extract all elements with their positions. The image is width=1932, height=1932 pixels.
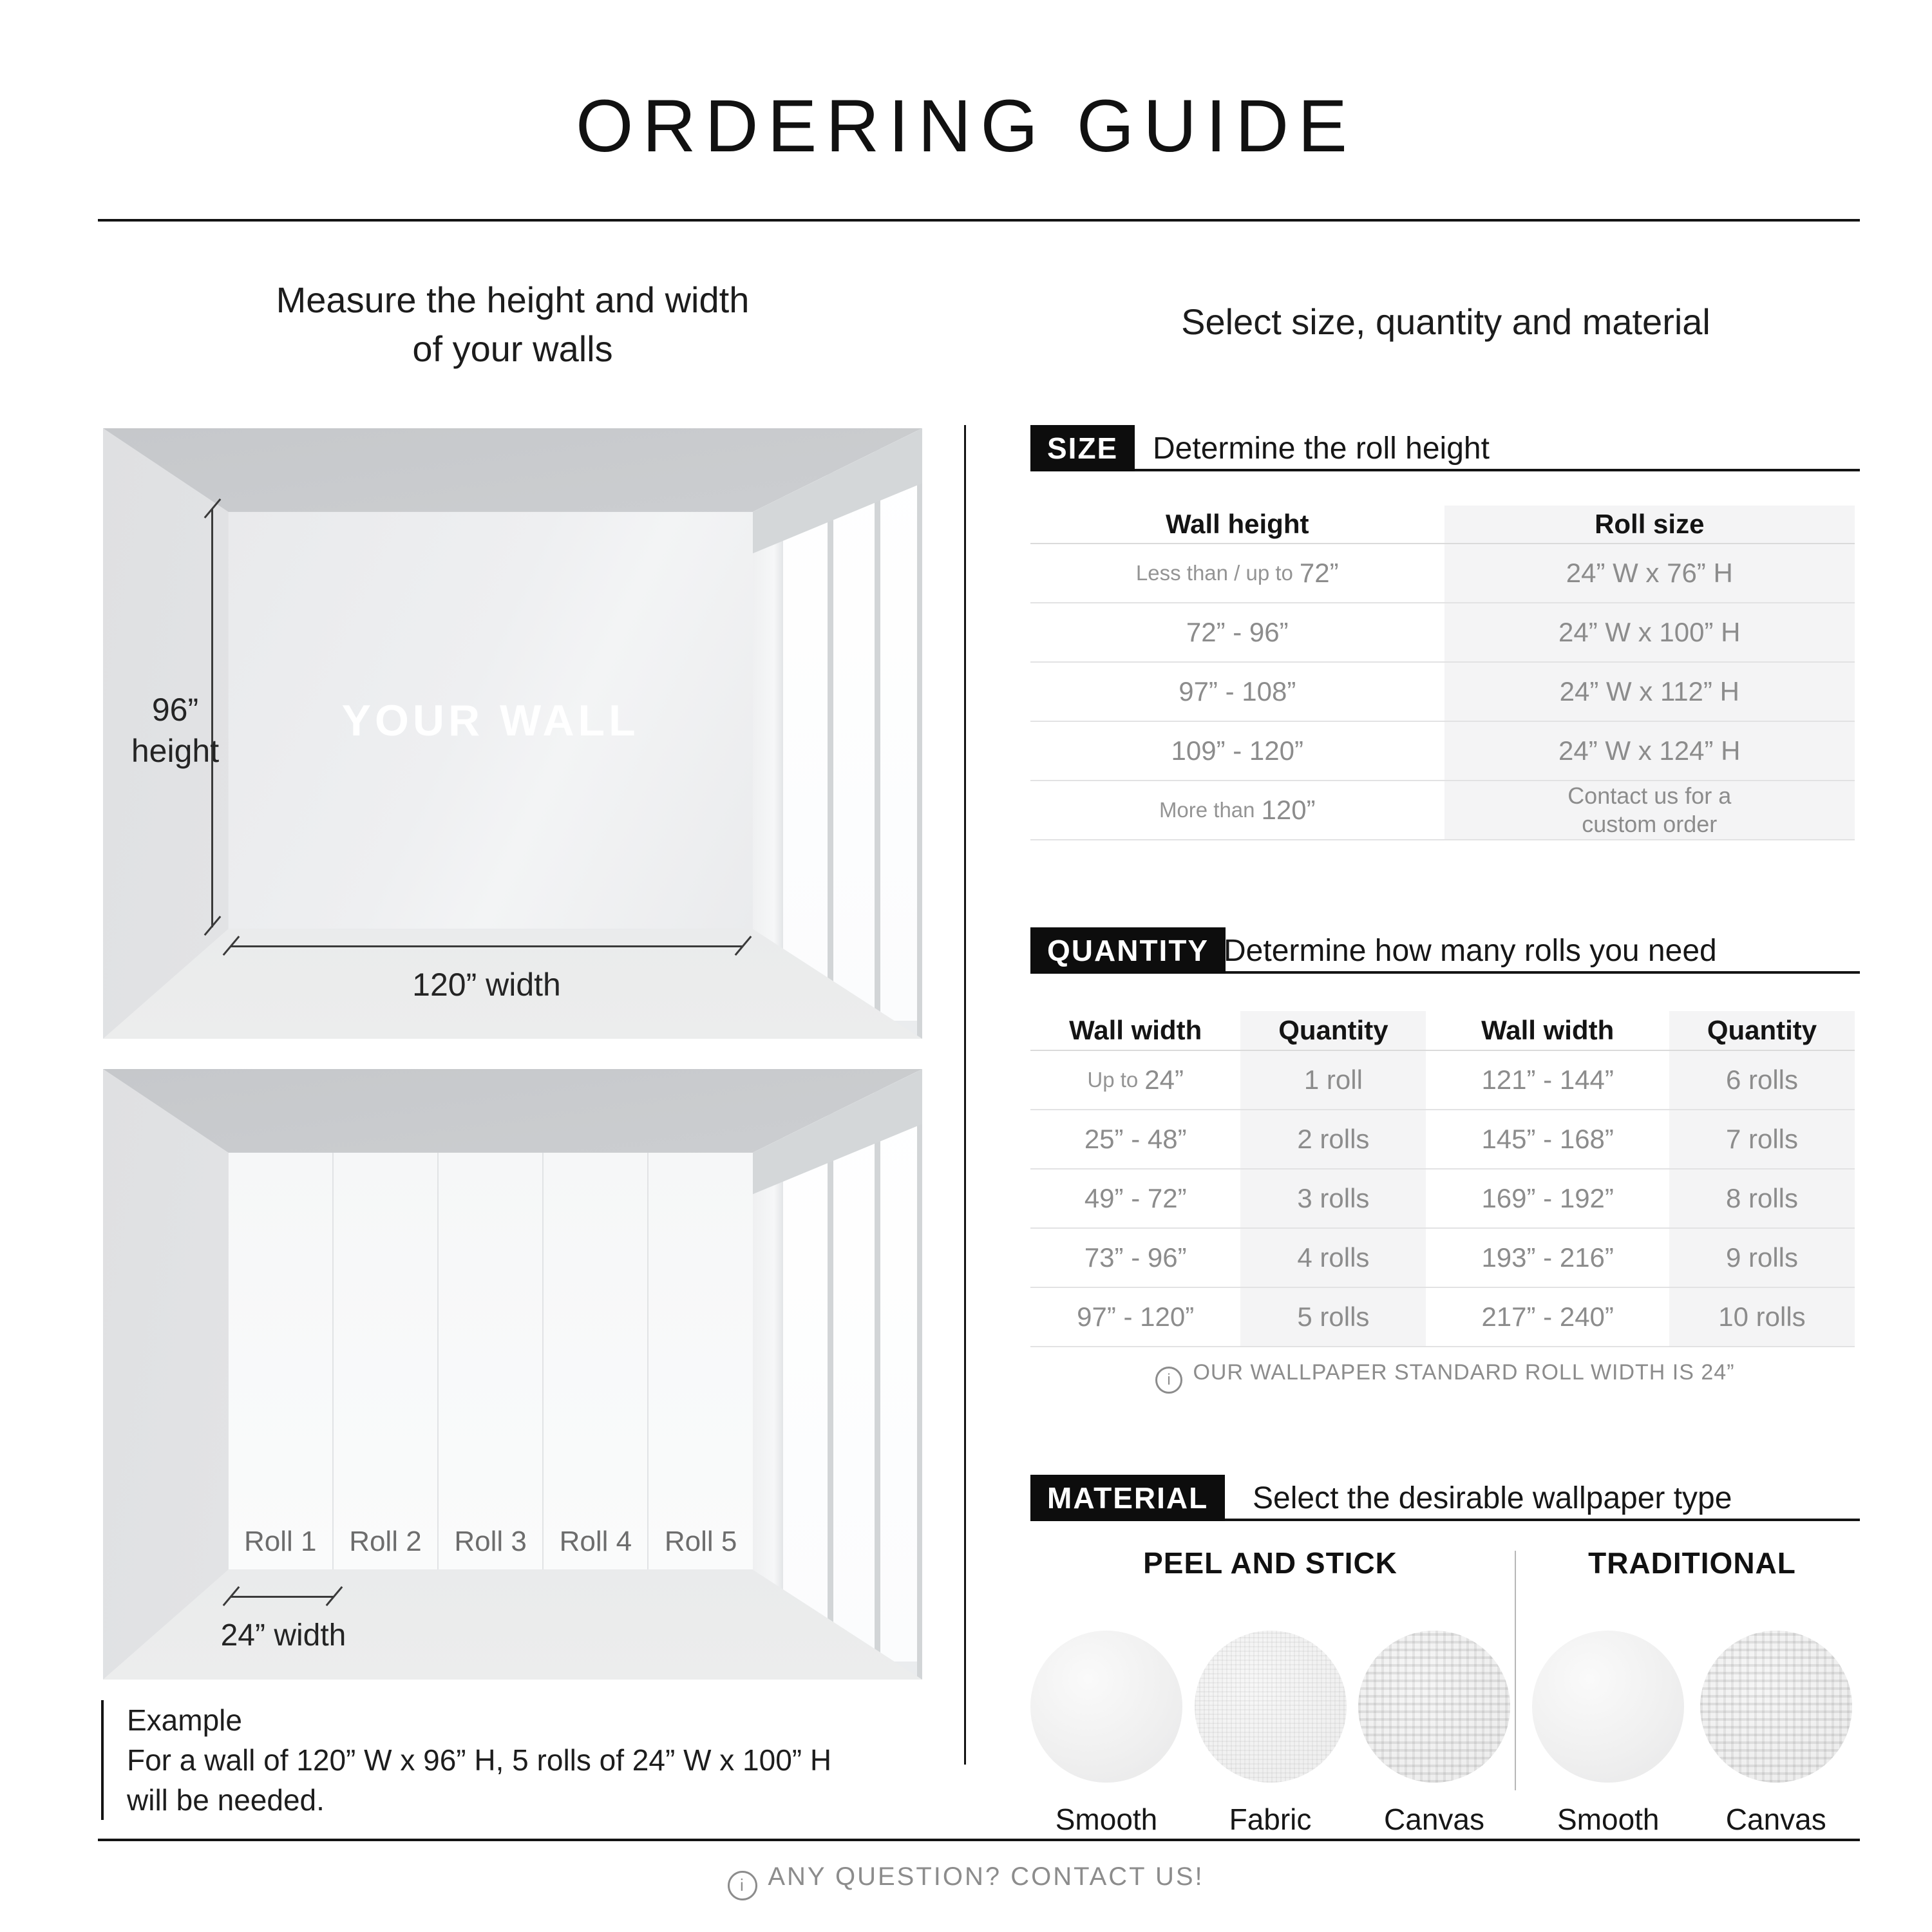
wall-width-cell: 145” - 168” (1426, 1110, 1669, 1170)
roll-size-cell: 24” W x 124” H (1444, 722, 1855, 781)
wall-width-cell: 121” - 144” (1426, 1051, 1669, 1110)
measure-heading-line1: Measure the height and width (276, 279, 750, 320)
example-line1: For a wall of 120” W x 96” H, 5 rolls of 24” W x 100” H (127, 1743, 832, 1777)
window-mullion (917, 1069, 923, 1680)
material-group-title: PEEL AND STICK (1143, 1546, 1397, 1580)
roll-panel-label: Roll 3 (454, 1526, 527, 1558)
quantity-cell: 9 rolls (1669, 1229, 1855, 1288)
wall-width-cell: 169” - 192” (1426, 1170, 1669, 1229)
wall-width-cell: 217” - 240” (1426, 1288, 1669, 1347)
measure-heading-line2: of your walls (412, 328, 613, 369)
roll-panel (439, 1153, 544, 1569)
roll-panel (544, 1153, 649, 1569)
quantity-cell: 4 rolls (1240, 1229, 1426, 1288)
wall-height-prefix: More than (1159, 798, 1255, 822)
material-subtitle: Select the desirable wallpaper type (1253, 1481, 1732, 1515)
swatch-label: Smooth (1055, 1803, 1158, 1836)
size-section-header (1030, 425, 1860, 471)
wall-height-cell (1030, 663, 1444, 722)
custom-order-line2: custom order (1582, 811, 1718, 837)
footer-divider (98, 1839, 1860, 1841)
column-divider (964, 425, 966, 1765)
swatch-label: Canvas (1384, 1803, 1484, 1836)
canvas-texture-icon (1700, 1631, 1852, 1783)
custom-order-line1: Contact us for a (1567, 782, 1732, 809)
smooth-texture-icon (1030, 1631, 1182, 1783)
material-section-header (1030, 1475, 1860, 1521)
wall-height-value: 72” - 96” (1186, 617, 1289, 647)
wall-width-cell: 25” - 48” (1030, 1110, 1240, 1170)
wall-width-cell: 73” - 96” (1030, 1229, 1240, 1288)
smooth-texture-icon (1532, 1631, 1684, 1783)
quantity-subtitle: Determine how many rolls you need (1224, 933, 1717, 968)
height-value: 96” (151, 692, 199, 728)
roll-size-cell: 24” W x 100” H (1444, 603, 1855, 663)
room-back-wall (229, 512, 754, 929)
quantity-cell: 1 roll (1240, 1051, 1426, 1110)
info-icon: i (1155, 1367, 1182, 1394)
window-mullion (875, 1069, 880, 1680)
swatch-canvas (1358, 1631, 1510, 1837)
qty-col-header: Wall width (1030, 1011, 1240, 1051)
measure-heading (103, 276, 922, 374)
swatch-row (1030, 1631, 1510, 1837)
material-group-title: TRADITIONAL (1588, 1546, 1796, 1580)
material-group-divider (1515, 1551, 1516, 1790)
swatch-label: Fabric (1229, 1803, 1312, 1836)
wall-width-cell: 97” - 120” (1030, 1288, 1240, 1347)
window-mullion (875, 428, 880, 1039)
wall-height-cell (1030, 544, 1444, 603)
size-col-header-wall: Wall height (1030, 506, 1444, 544)
quantity-cell: 10 rolls (1669, 1288, 1855, 1347)
wall-width-cell: 49” - 72” (1030, 1170, 1240, 1229)
example-title: Example (127, 1703, 242, 1737)
room-illustration-rolls (103, 1069, 922, 1680)
swatch-smooth (1532, 1631, 1684, 1837)
wall-height-prefix: Less than / up to (1135, 561, 1293, 585)
roll-panel-label: Roll 4 (559, 1526, 632, 1558)
width-dimension-label: 120” width (412, 967, 561, 1003)
qty-col-header: Wall width (1426, 1011, 1669, 1051)
roll-width-dimension-line (231, 1596, 334, 1598)
material-group-traditional (1524, 1546, 1860, 1837)
wall-width-cell: 193” - 216” (1426, 1229, 1669, 1288)
roll-size-cell: 24” W x 76” H (1444, 544, 1855, 603)
canvas-texture-icon (1358, 1631, 1510, 1783)
room-illustration-measure (103, 428, 922, 1039)
roll-panel-label: Roll 2 (349, 1526, 422, 1558)
example-line2: will be needed. (127, 1783, 325, 1817)
roll-panel (334, 1153, 439, 1569)
wall-height-value: 120” (1261, 795, 1316, 825)
height-word: height (131, 733, 220, 769)
size-subtitle: Determine the roll height (1153, 431, 1490, 466)
roll-panel-label: Roll 5 (664, 1526, 737, 1558)
wall-width-cell (1030, 1051, 1240, 1110)
swatch-label: Smooth (1557, 1803, 1660, 1836)
wall-height-value: 97” - 108” (1179, 676, 1296, 706)
qty-col-header: Quantity (1669, 1011, 1855, 1051)
quantity-cell: 7 rolls (1669, 1110, 1855, 1170)
width-dimension-line (231, 945, 743, 947)
quantity-cell: 5 rolls (1240, 1288, 1426, 1347)
wall-width-value: 24” (1144, 1065, 1184, 1095)
wall-height-value: 72” (1299, 558, 1339, 588)
size-table (1030, 506, 1855, 840)
window-mullion (917, 428, 923, 1039)
roll-panel-label: Roll 1 (243, 1526, 317, 1558)
roll-panel (229, 1153, 334, 1569)
quantity-badge: QUANTITY (1030, 927, 1226, 974)
swatch-label: Canvas (1725, 1803, 1826, 1836)
quantity-cell: 2 rolls (1240, 1110, 1426, 1170)
roll-size-cell: 24” W x 112” H (1444, 663, 1855, 722)
wall-height-cell (1030, 781, 1444, 840)
footer-contact-text: ANY QUESTION? CONTACT US! (768, 1862, 1204, 1891)
quantity-table (1030, 1011, 1855, 1347)
roll-width-note-text: OUR WALLPAPER STANDARD ROLL WIDTH IS 24” (1193, 1360, 1735, 1385)
wall-height-value: 109” - 120” (1171, 735, 1303, 766)
swatch-smooth (1030, 1631, 1182, 1837)
info-icon: i (728, 1871, 757, 1900)
example-note (101, 1700, 831, 1820)
swatch-row (1524, 1631, 1860, 1837)
quantity-cell: 6 rolls (1669, 1051, 1855, 1110)
quantity-cell: 8 rolls (1669, 1170, 1855, 1229)
fabric-texture-icon (1195, 1631, 1347, 1783)
page-title: ORDERING GUIDE (576, 85, 1356, 167)
qty-col-header: Quantity (1240, 1011, 1426, 1051)
swatch-canvas (1700, 1631, 1852, 1837)
wallpaper-roll-panels (229, 1153, 753, 1569)
swatch-fabric (1195, 1631, 1347, 1837)
roll-size-cell (1444, 781, 1855, 840)
material-badge: MATERIAL (1030, 1475, 1225, 1521)
roll-panel (649, 1153, 752, 1569)
your-wall-label: YOUR WALL (341, 696, 639, 745)
size-col-header-roll: Roll size (1444, 506, 1855, 544)
roll-width-note (1030, 1360, 1860, 1394)
wall-height-cell (1030, 603, 1444, 663)
wall-width-prefix: Up to (1087, 1068, 1139, 1092)
footer-contact (0, 1862, 1932, 1900)
select-heading: Select size, quantity and material (1181, 301, 1710, 342)
roll-width-dimension-label: 24” width (220, 1618, 346, 1653)
quantity-cell: 3 rolls (1240, 1170, 1426, 1229)
wall-height-cell (1030, 722, 1444, 781)
material-group-peel-and-stick (1030, 1546, 1510, 1837)
quantity-section-header (1030, 927, 1860, 974)
height-dimension-label (111, 689, 240, 772)
size-badge: SIZE (1030, 425, 1135, 471)
title-divider (98, 219, 1860, 222)
